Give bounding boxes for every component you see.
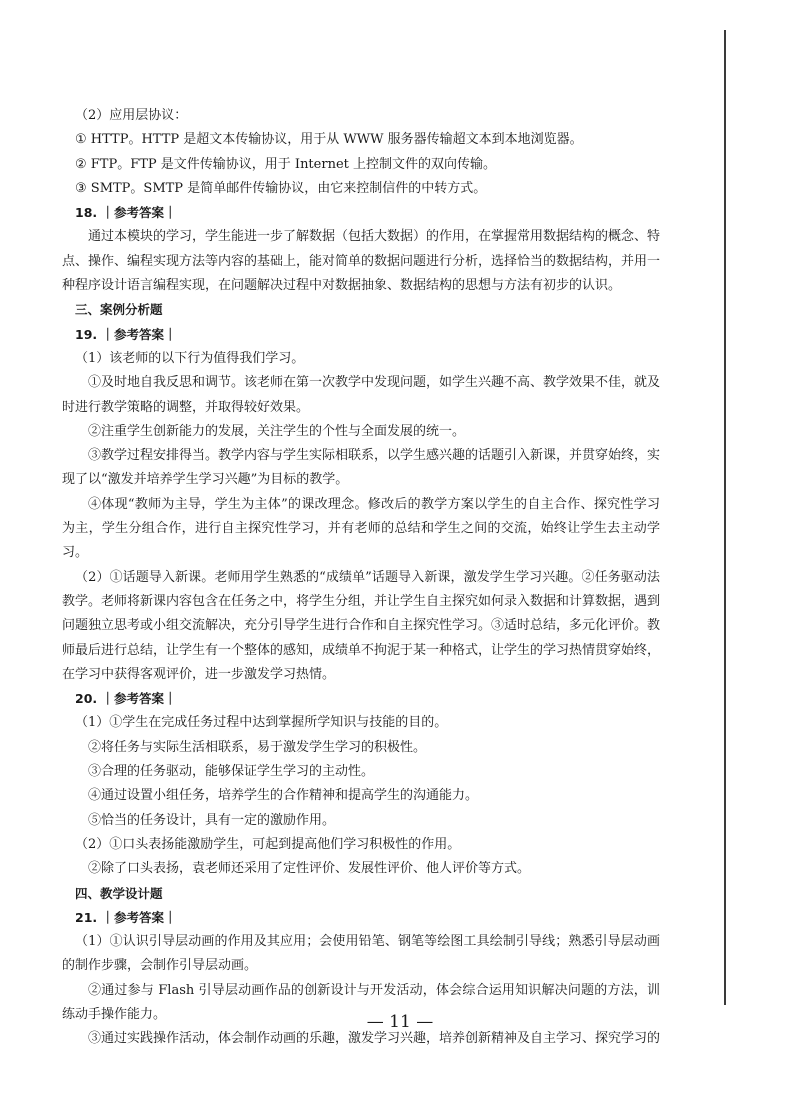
paragraph: ③合理的任务驱动，能够保证学生学习的主动性。 — [88, 764, 375, 780]
section-heading: 四、教学设计题 — [75, 885, 163, 901]
answer-heading: 18. ｜参考答案｜ — [75, 205, 177, 221]
page-number: — 11 — — [366, 1012, 434, 1032]
paragraph: （1）①学生在完成任务过程中达到掌握所学知识与技能的目的。 — [75, 715, 448, 731]
paragraph: ②将任务与实际生活相联系，易于激发学生学习的积极性。 — [88, 739, 427, 755]
paragraph: ⑤恰当的任务设计，具有一定的激励作用。 — [88, 812, 336, 828]
paragraph: ② FTP。FTP 是文件传输协议，用于 Internet 上控制文件的双向传输。 — [75, 156, 496, 172]
paragraph: ②注重学生创新能力的发展，关注学生的个性与全面发展的统一。 — [88, 423, 466, 439]
paragraph: ②除了口头表扬，袁老师还采用了定性评价、发展性评价、他人评价等方式。 — [88, 861, 531, 877]
paragraph: ①及时地自我反思和调节。该老师在第一次教学中发现问题，如学生兴趣不高、教学效果不佳，就及时进行教学策略的调整，并取得较好效果。 — [62, 375, 661, 415]
section-heading: 三、案例分析题 — [75, 302, 163, 318]
paragraph: ③ SMTP。SMTP 是简单邮件传输协议，由它来控制信件的中转方式。 — [75, 180, 487, 196]
paragraph: （2）①话题导入新课。老师用学生熟悉的“成绩单”话题导入新课，激发学生学习兴趣。②任务驱动法教学。老师将新课内容包含在任务之中，将学生分组，并让学生自主探究如何录入数据和计算数据，遇到问题独立思考或小组交流解决，充分引导学生进行合作和自主探究性学习。③适时总结，多元化评价。教师最后进行总结，让学生有一个整体的感知，成绩单不拘泥于某一种格式，让学生的学习热情贯穿始终，在学习中获得客观评价，进一步激发学习热情。 — [62, 569, 661, 682]
paragraph: ④通过设置小组任务，培养学生的合作精神和提高学生的沟通能力。 — [88, 788, 479, 804]
paragraph: ③通过实践操作活动，体会制作动画的乐趣，激发学习兴趣，培养创新精神及自主学习、探究学习的 — [88, 1031, 661, 1047]
answer-heading: 19. ｜参考答案｜ — [75, 326, 177, 342]
paragraph: （1）该老师的以下行为值得我们学习。 — [75, 350, 305, 366]
answer-heading: 21. ｜参考答案｜ — [75, 909, 177, 925]
paragraph: 通过本模块的学习，学生能进一步了解数据（包括大数据）的作用，在掌握常用数据结构的概念、特点、操作、编程实现方法等内容的基础上，能对简单的数据问题进行分析，选择恰当的数据结构，并用一种程序设计语言编程实现，在问题解决过程中对数据抽象、数据结构的思想与方法有初步的认识。 — [62, 229, 661, 294]
paragraph: ① HTTP。HTTP 是超文本传输协议，用于从 WWW 服务器传输超文本到本地浏览器。 — [75, 132, 583, 148]
paragraph: （2）①口头表扬能激励学生，可起到提高他们学习积极性的作用。 — [75, 836, 461, 852]
scan-edge-line — [724, 30, 726, 1005]
paragraph: ②通过参与 Flash 引导层动画作品的创新设计与开发活动，体会综合运用知识解决问题的方法，训练动手操作能力。 — [62, 982, 660, 1022]
page-body — [62, 104, 660, 1052]
paragraph: ③教学过程安排得当。教学内容与学生实际相联系，以学生感兴趣的话题引入新课，并贯穿始终，实现了以“激发并培养学生学习兴趣”为目标的教学。 — [62, 448, 661, 488]
paragraph: （1）①认识引导层动画的作用及其应用；会使用铅笔、钢笔等绘图工具绘制引导线；熟悉引导层动画的制作步骤，会制作引导层动画。 — [62, 934, 660, 974]
answer-heading: 20. ｜参考答案｜ — [75, 691, 177, 707]
paragraph: （2）应用层协议： — [75, 108, 188, 123]
paragraph: ④体现“教师为主导，学生为主体”的课改理念。修改后的教学方案以学生的自主合作、探究性学习为主，学生分组合作，进行自主探究性学习，并有老师的总结和学生之间的交流，始终让学生去主动学习。 — [62, 496, 660, 561]
